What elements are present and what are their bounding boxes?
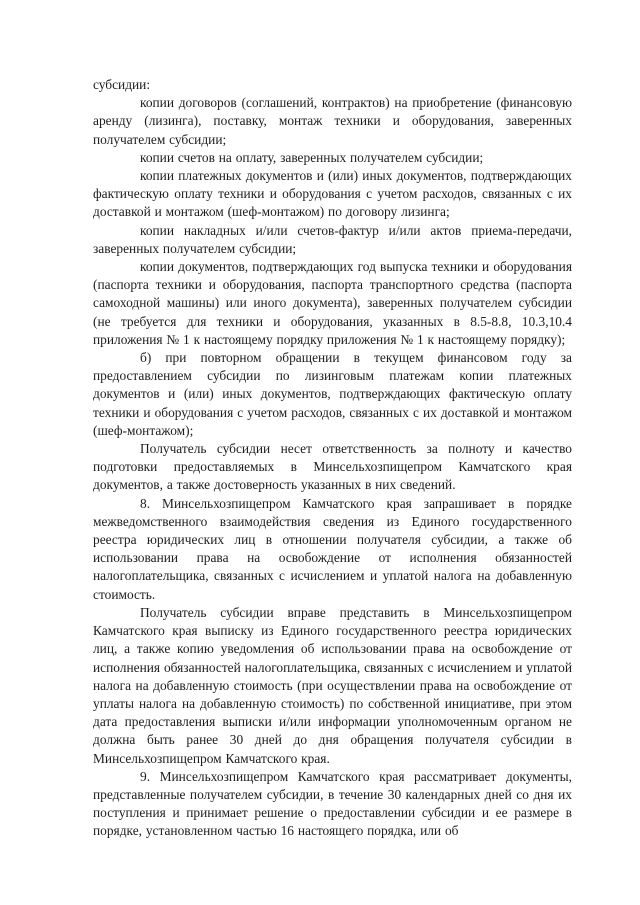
paragraph-contract-copies: копии договоров (соглашений, контрактов) на приобретение (финансовую аренду (лизинга), поставку, монтаж техники и оборудования, заверенных получателем субсидии; xyxy=(93,95,572,147)
paragraph-waybill-copies: копии накладных и/или счетов-фактур и/или актов приема-передачи, заверенных получателем субсидии; xyxy=(93,222,572,256)
paragraph-payment-documents: копии платежных документов и (или) иных документов, подтверждающих фактическую оплату техники и оборудования с учетом расходов, связанных с их доставкой и монтажом (шеф-монтажом) по договору лизинга; xyxy=(93,168,572,220)
paragraph-clause-8: 8. Минсельхозпищепром Камчатского края запрашивает в порядке межведомственного взаимодействия сведения из Единого государственного реестра юридических лиц в отношении получателя субсидии, а также об использовании права на освобождение от исполнения обязанностей налогоплательщика, связанных с исчислением и уплатой налога на добавленную стоимость. xyxy=(93,495,572,602)
paragraph-clause-9: 9. Минсельхозпищепром Камчатского края рассматривает документы, представленные получателем субсидии, в течение 30 календарных дней со дня их поступления и принимает решение о предоставлении субсидии и ее размере в порядке, установленном частью 16 настоящего порядка, или об xyxy=(93,768,572,839)
document-body xyxy=(93,76,572,841)
paragraph-repeat-application: б) при повторном обращении в текущем финансовом году за предоставлением субсидии по лизинговым платежам копии платежных документов и (или) иных документов, подтверждающих фактическую оплату техники и оборудования с учетом расходов, связанных с их доставкой и монтажом (шеф-монтажом); xyxy=(93,350,572,438)
paragraph-responsibility: Получатель субсидии несет ответственность за полноту и качество подготовки предоставляемых в Минсельхозпищепром Камчатского края документов, а также достоверность указанных в них сведений. xyxy=(93,441,572,493)
paragraph-recipient-right: Получатель субсидии вправе представить в Минсельхозпищепром Камчатского края выписку из Единого государственного реестра юридических лиц, а также копию уведомления об использовании права на освобождение от исполнения обязанностей налогоплательщика, связанных с исчислением и уплатой налога на добавленную стоимость (при осуществлении права на освобождение от уплаты налога на добавленную стоимость) по собственной инициативе, при этом дата предоставления выписки и/или информации уполномоченным органом не должна быть ранее 30 дней до дня обращения получателя субсидии в Минсельхозпищепром Камчатского края. xyxy=(93,604,572,766)
paragraph-manufacture-year-documents: копии документов, подтверждающих год выпуска техники и оборудования (паспорта техники и оборудования, паспорта транспортного средства (паспорта самоходной машины) или иного документа), заверенных получателем субсидии (не требуется для техники и оборудования, указанных в 8.5-8.8, 10.3,10.4 приложения № 1 к настоящему порядку приложения № 1 к настоящему порядку); xyxy=(93,259,572,347)
paragraph-invoice-copies: копии счетов на оплату, заверенных получателем субсидии; xyxy=(140,149,484,165)
paragraph-subsidy-continuation: субсидии: xyxy=(93,77,151,92)
